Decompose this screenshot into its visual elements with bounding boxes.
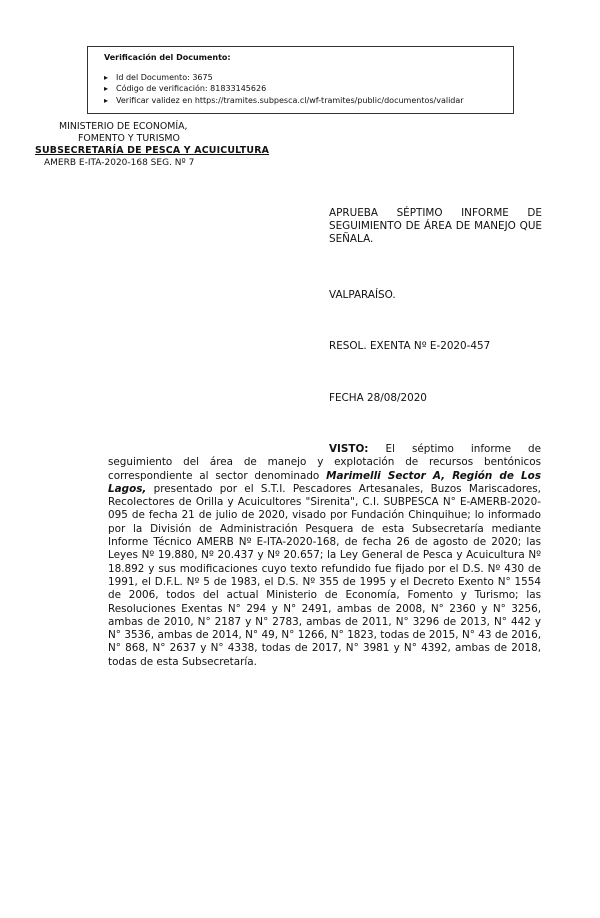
verification-box — [87, 46, 514, 114]
verification-title: Verificación del Documento: — [104, 53, 231, 62]
ministry-name: MINISTERIO DE ECONOMÍA, — [59, 121, 188, 132]
visto-text-2: presentado por el S.T.I. Pescadores Artesanales, Buzos Mariscadores, Recolectores de Orilla y Acuicultores "Sirenita", C.I. SUBPESCA N° E-AMERB-2020-095 de fecha 21 de julio de 2020, visado por Fundación Chinquihue; lo informado por la División de Administración Pesquera de esta Subsecretaría mediante Informe Técnico AMERB Nº E-ITA-2020-168, de fecha 26 de agosto de 2020; las Leyes Nº 19.880, Nº 20.437 y Nº 20.657; la Ley General de Pesca y Acuicultura Nº 18.892 y sus modificaciones cuyo texto refundido fue fijado por el D.S. Nº 430 de 1991, el D.F.L. Nº 5 de 1983, el D.S. Nº 355 de 1995 y el Decreto Exento N° 1554 de 2006, todos del actual Ministerio de Economía, Fomento y Turismo; las Resoluciones Exentas N° 294 y N° 2491, ambas de 2008, N° 2360 y N° 3256, ambas de 2010, N° 2187 y N° 2783, ambas de 2011, N° 3296 de 2013, N° 442 y N° 3536, ambas de 2014, N° 49, N° 1266, N° 1823, todas de 2015, N° 43 de 2016, N° 868, N° 2637 y N° 4338, todas de 2017, N° 3981 y N° 4392, ambas de 2018, todas de esta Subsecretaría. — [108, 482, 541, 668]
visto-text-1: El séptimo informe de seguimiento del área de manejo y explotación de recursos bentónicos correspondiente al sector denominado — [108, 443, 541, 482]
resolution-number: RESOL. EXENTA Nº E-2020-457 — [329, 340, 491, 352]
visto-label: VISTO: — [329, 443, 369, 455]
verification-list — [104, 72, 513, 107]
document-header — [30, 121, 300, 169]
verification-code: ▸ Código de verificación: 81833145626 — [104, 83, 513, 95]
reference-code: AMERB E-ITA-2020-168 SEG. Nº 7 — [44, 158, 195, 168]
resolution-city: VALPARAÍSO. — [329, 289, 396, 301]
visto-paragraph — [108, 443, 541, 669]
document-id: ▸ Id del Documento: 3675 — [104, 72, 513, 84]
sector-name: Marimelli Sector A, Región de Los Lagos, — [108, 469, 542, 495]
verification-link[interactable]: ▸ Verificar validez en https://tramites.subpesca.cl/wf-tramites/public/documentos/validar — [104, 95, 513, 107]
ministry-subtitle: FOMENTO Y TURISMO — [78, 133, 180, 144]
resolution-date: FECHA 28/08/2020 — [329, 392, 427, 404]
undersecretariat-name: SUBSECRETARÍA DE PESCA Y ACUICULTURA — [35, 145, 270, 156]
resolution-subject: APRUEBA SÉPTIMO INFORME DE SEGUIMIENTO DE ÁREA DE MANEJO QUE SEÑALA. — [329, 207, 542, 245]
